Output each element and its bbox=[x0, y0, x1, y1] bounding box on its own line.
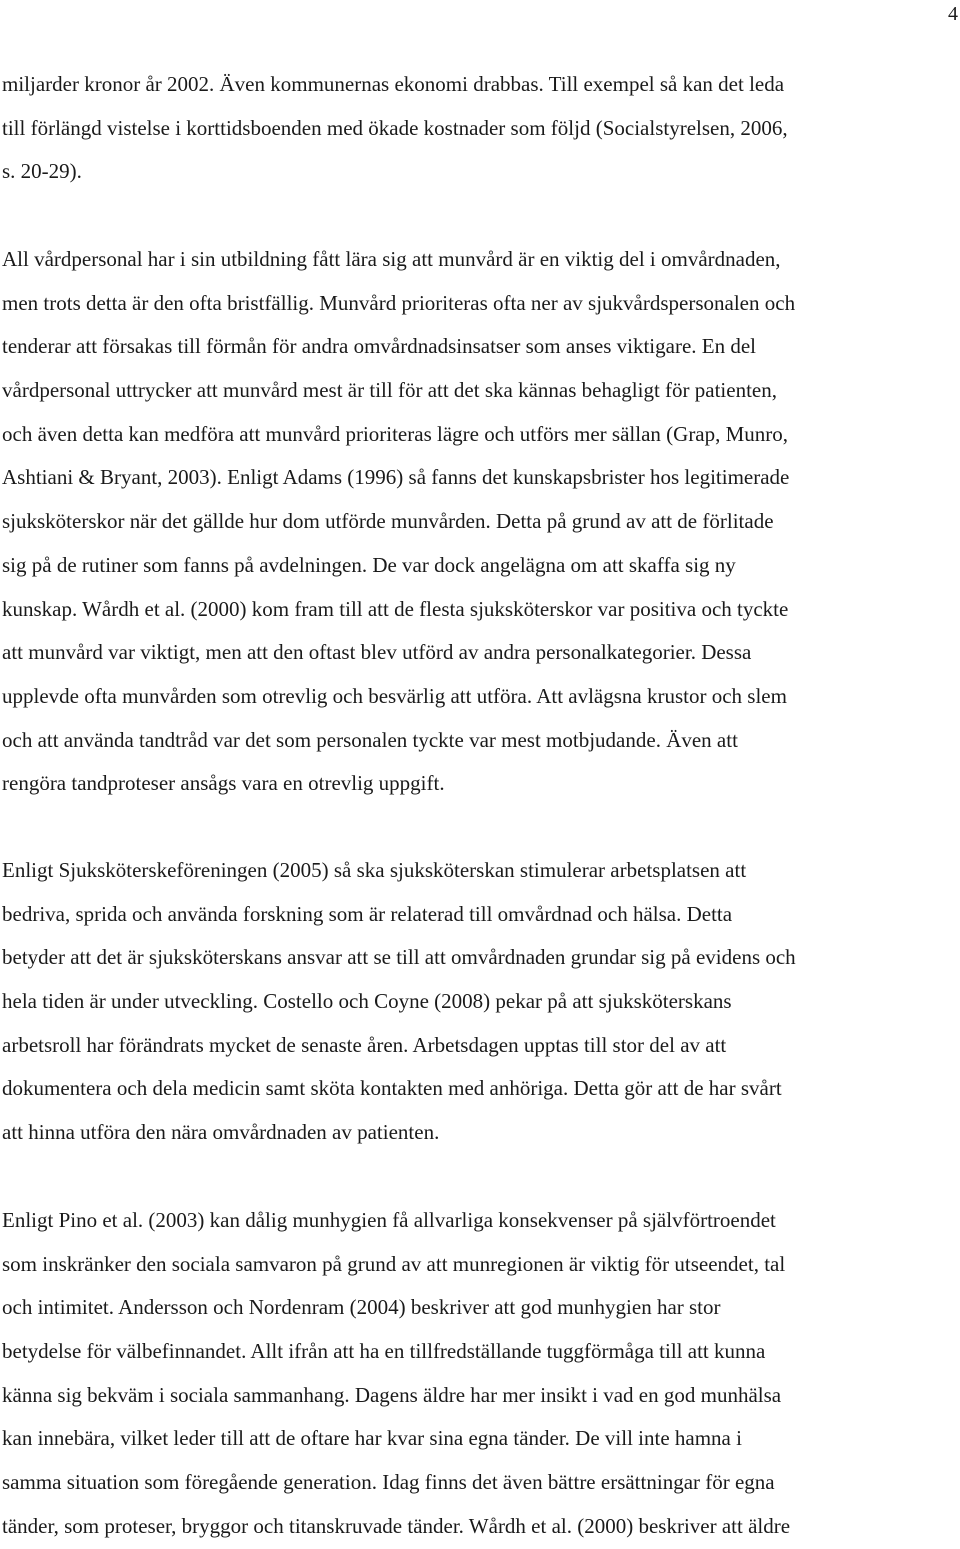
paragraph bbox=[2, 63, 960, 194]
text-line: sjuksköterskor när det gällde hur dom utförde munvården. Detta på grund av att de förlitade bbox=[2, 509, 774, 534]
text-line: rengöra tandproteser ansågs vara en otrevlig uppgift. bbox=[2, 771, 445, 796]
text-line: tänder, som proteser, bryggor och titanskruvade tänder. Wårdh et al. (2000) beskriver att äldre bbox=[2, 1513, 791, 1538]
text-line: betyder att det är sjuksköterskans ansvar att se till att omvårdnaden grundar sig på evidens och bbox=[2, 945, 796, 970]
text-line: att munvård var viktigt, men att den oftast blev utförd av andra personalkategorier. Dessa bbox=[2, 640, 752, 665]
paragraph bbox=[2, 238, 960, 806]
text-line: och även detta kan medföra att munvård prioriteras lägre och utförs mer sällan (Grap, Munro, bbox=[2, 421, 789, 446]
paragraph bbox=[2, 849, 960, 1155]
text-line: men trots detta är den ofta bristfällig. Munvård prioriteras ofta ner av sjukvårdspersonalen och bbox=[2, 290, 796, 315]
text-line: tenderar att försakas till förmån för andra omvårdnadsinsatser som anses viktigare. En del bbox=[2, 334, 757, 359]
text-line: och att använda tandtråd var det som personalen tyckte var mest motbjudande. Även att bbox=[2, 727, 738, 752]
text-line: kunskap. Wårdh et al. (2000) kom fram till att de flesta sjuksköterskor var positiva och tyckte bbox=[2, 596, 789, 621]
text-line: Enligt Sjuksköterskeföreningen (2005) så ska sjuksköterskan stimulerar arbetsplatsen att bbox=[2, 858, 747, 882]
text-line: hela tiden är under utveckling. Costello och Coyne (2008) pekar på att sjuksköterskans bbox=[2, 989, 732, 1014]
text-line: samma situation som föregående generation. Idag finns det även bättre ersättningar för egna bbox=[2, 1470, 775, 1495]
text-line: känna sig bekväm i sociala sammanhang. Dagens äldre har mer insikt i vad en god munhälsa bbox=[2, 1382, 782, 1407]
text-line: Enligt Pino et al. (2003) kan dålig munhygien få allvarliga konsekvenser på självförtroendet bbox=[2, 1208, 776, 1232]
text-line: dokumentera och dela medicin samt sköta kontakten med anhöriga. Detta gör att de har svårt bbox=[2, 1076, 782, 1101]
text-line: vårdpersonal uttrycker att munvård mest är till för att det ska kännas behagligt för patienten, bbox=[2, 378, 777, 403]
text-line: att hinna utföra den nära omvårdnaden av patienten. bbox=[2, 1120, 440, 1145]
text-line: All vårdpersonal har i sin utbildning fått lära sig att munvård är en viktig del i omvårdnaden, bbox=[2, 247, 781, 271]
text-line: bedriva, sprida och använda forskning som är relaterad till omvårdnad och hälsa. Detta bbox=[2, 901, 733, 926]
text-line: upplevde ofta munvården som otrevlig och besvärlig att utföra. Att avlägsna krustor och slem bbox=[2, 683, 787, 708]
text-line: sig på de rutiner som fanns på avdelningen. De var dock angelägna om att skaffa sig ny bbox=[2, 552, 736, 577]
text-line: miljarder kronor år 2002. Även kommunernas ekonomi drabbas. Till exempel så kan det leda bbox=[2, 72, 785, 96]
text-line: betydelse för välbefinnandet. Allt ifrån att ha en tillfredställande tuggförmåga till att kunna bbox=[2, 1339, 766, 1364]
paragraph bbox=[2, 1199, 960, 1549]
text-line: som inskränker den sociala samvaron på grund av att munregionen är viktig för utseendet, tal bbox=[2, 1251, 786, 1276]
text-line: Ashtiani & Bryant, 2003). Enligt Adams (1996) så fanns det kunskapsbrister hos legitimerade bbox=[2, 465, 790, 490]
text-line: och intimitet. Andersson och Nordenram (2004) beskriver att god munhygien har stor bbox=[2, 1295, 721, 1320]
text-line: arbetsroll har förändrats mycket de senaste åren. Arbetsdagen upptas till stor del av att bbox=[2, 1032, 727, 1057]
text-line: till förlängd vistelse i korttidsboenden med ökade kostnader som följd (Socialstyrelsen, 2006, bbox=[2, 115, 788, 140]
text-line: kan innebära, vilket leder till att de oftare har kvar sina egna tänder. De vill inte hamna i bbox=[2, 1426, 742, 1451]
page-number: 4 bbox=[948, 3, 958, 25]
text-line: s. 20-29). bbox=[2, 159, 82, 184]
